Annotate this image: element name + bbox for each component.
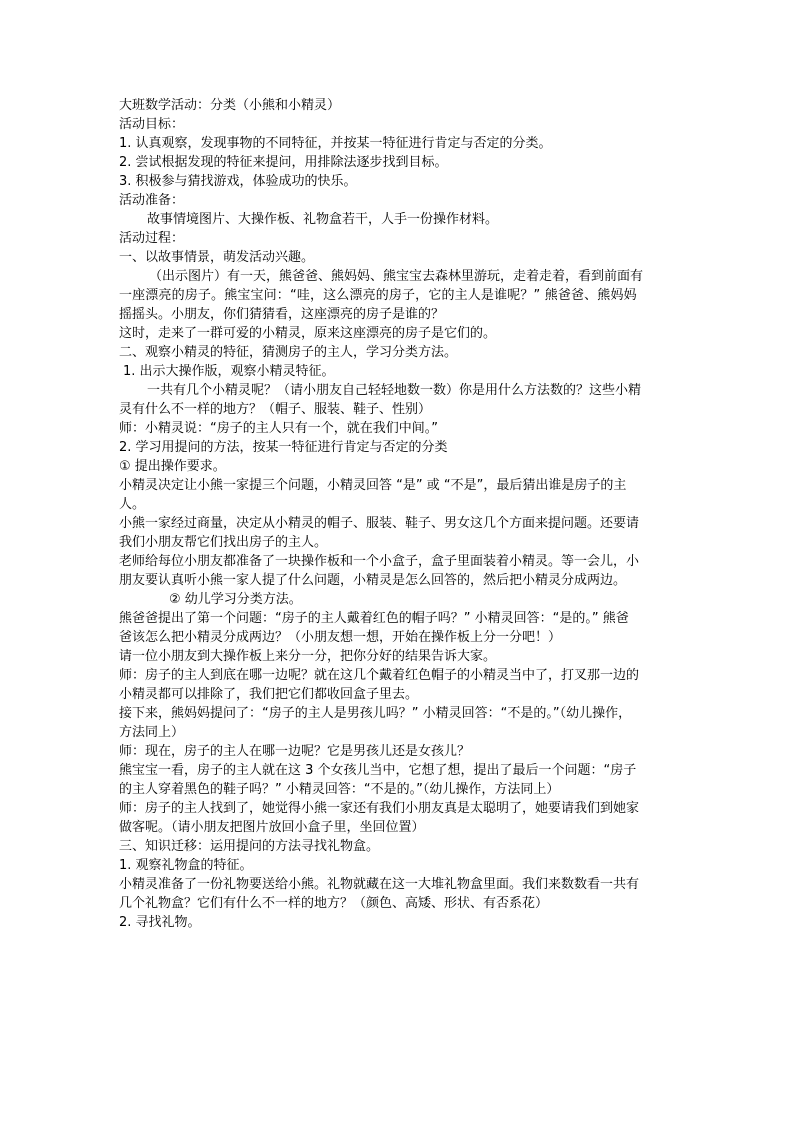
- section1-line: 这时，走来了一群可爱的小精灵，原来这座漂亮的房子是它们的。: [119, 326, 497, 341]
- goal-item-3: 3. 积极参与猜找游戏，体验成功的快乐。: [119, 174, 357, 189]
- document-page: [119, 96, 679, 932]
- section2-line: 老师给每位小朋友都准备了一块操作板和一个小盒子，盒子里面装着小精灵。等一会儿，小: [119, 554, 640, 569]
- section3-line: 2. 寻找礼物。: [119, 915, 201, 930]
- section2-line: 人。: [119, 497, 146, 512]
- section2-line: 的主人穿着黑色的鞋子吗？” 小精灵回答：“不是的。”（幼儿操作，方法同上）: [119, 782, 560, 797]
- section1-heading: 一、以故事情景，萌发活动兴趣。: [119, 250, 315, 265]
- section2-line: 1. 出示大操作版，观察小精灵特征。: [123, 364, 335, 379]
- section3-line: 几个礼物盒？它们有什么不一样的地方？（颜色、高矮、形状、有否系花）: [119, 896, 549, 911]
- document-title: 大班数学活动：分类（小熊和小精灵）: [119, 98, 341, 113]
- section2-line: 我们小朋友帮它们找出房子的主人。: [119, 535, 328, 550]
- section2-line: 师：房子的主人到底在哪一边呢？就在这几个戴着红色帽子的小精灵当中了，打叉那一边的: [119, 668, 640, 683]
- prep-heading: 活动准备：: [119, 193, 185, 208]
- section2-line: 熊爸爸提出了第一个问题：“房子的主人戴着红色的帽子吗？” 小精灵回答：“是的。” 熊爸: [119, 611, 629, 626]
- section2-line: 爸该怎么把小精灵分成两边？（小朋友想一想，开始在操作板上分一分吧！）: [119, 630, 562, 645]
- section2-line: 2. 学习用提问的方法，按某一特征进行肯定与否定的分类: [119, 440, 448, 455]
- section2-line: 一共有几个小精灵呢？（请小朋友自己轻轻地数一数）你是用什么方法数的？这些小精: [147, 383, 642, 398]
- section3-line: 1. 观察礼物盒的特征。: [119, 858, 253, 873]
- section1-line: （出示图片）有一天，熊爸爸、熊妈妈、熊宝宝去森林里游玩，走着走着，看到前面有: [149, 269, 644, 284]
- prep-text: 故事情境图片、大操作板、礼物盒若干，人手一份操作材料。: [147, 212, 499, 227]
- section2-line: 小精灵都可以排除了，我们把它们都收回盒子里去。: [119, 687, 419, 702]
- section2-line: 师：现在，房子的主人在哪一边呢？它是男孩儿还是女孩儿？: [119, 744, 471, 759]
- process-heading: 活动过程：: [119, 231, 185, 246]
- goal-item-1: 1. 认真观察，发现事物的不同特征，并按某一特征进行肯定与否定的分类。: [119, 136, 552, 151]
- section1-line: 摇摇头。小朋友，你们猜猜看，这座漂亮的房子是谁的？: [119, 307, 445, 322]
- section2-line: 灵有什么不一样的地方？（帽子、服装、鞋子、性别）: [119, 402, 432, 417]
- section2-line: 朋友要认真听小熊一家人提了什么问题，小精灵是怎么回答的，然后把小精灵分成两边。: [119, 573, 627, 588]
- section2-line: 师：小精灵说：“房子的主人只有一个，就在我们中间。”: [119, 421, 438, 436]
- section2-line: ② 幼儿学习分类方法。: [169, 592, 302, 607]
- section2-line: 师：房子的主人找到了，她觉得小熊一家还有我们小朋友真是太聪明了，她要请我们到她家: [119, 801, 640, 816]
- section2-line: 小精灵决定让小熊一家提三个问题，小精灵回答 “是” 或 “不是”，最后猜出谁是房子的主: [119, 478, 627, 493]
- section2-line: 接下来，熊妈妈提问了：“房子的主人是男孩儿吗？” 小精灵回答：“不是的。”（幼儿操作，: [119, 706, 632, 721]
- goals-heading: 活动目标：: [119, 117, 185, 132]
- section2-line: 请一位小朋友到大操作板上来分一分，把你分好的结果告诉大家。: [119, 649, 497, 664]
- section2-line: 熊宝宝一看，房子的主人就在这 3 个女孩儿当中，它想了想，提出了最后一个问题：“房子: [119, 763, 637, 778]
- section1-line: 一座漂亮的房子。熊宝宝问：“哇，这么漂亮的房子，它的主人是谁呢？” 熊爸爸、熊妈妈: [119, 288, 637, 303]
- section3-heading: 三、知识迁移：运用提问的方法寻找礼物盒。: [119, 839, 380, 854]
- section2-heading: 二、观察小精灵的特征，猜测房子的主人，学习分类方法。: [119, 345, 458, 360]
- goal-item-2: 2. 尝试根据发现的特征来提问，用排除法逐步找到目标。: [119, 155, 448, 170]
- section2-line: ① 提出操作要求。: [119, 459, 226, 474]
- section2-line: 方法同上）: [119, 725, 185, 740]
- section3-line: 小精灵准备了一份礼物要送给小熊。礼物就藏在这一大堆礼物盒里面。我们来数数看一共有: [119, 877, 640, 892]
- section2-line: 做客呢。（请小朋友把图片放回小盒子里，坐回位置）: [119, 820, 425, 835]
- section2-line: 小熊一家经过商量，决定从小精灵的帽子、服装、鞋子、男女这几个方面来提问题。还要请: [119, 516, 640, 531]
